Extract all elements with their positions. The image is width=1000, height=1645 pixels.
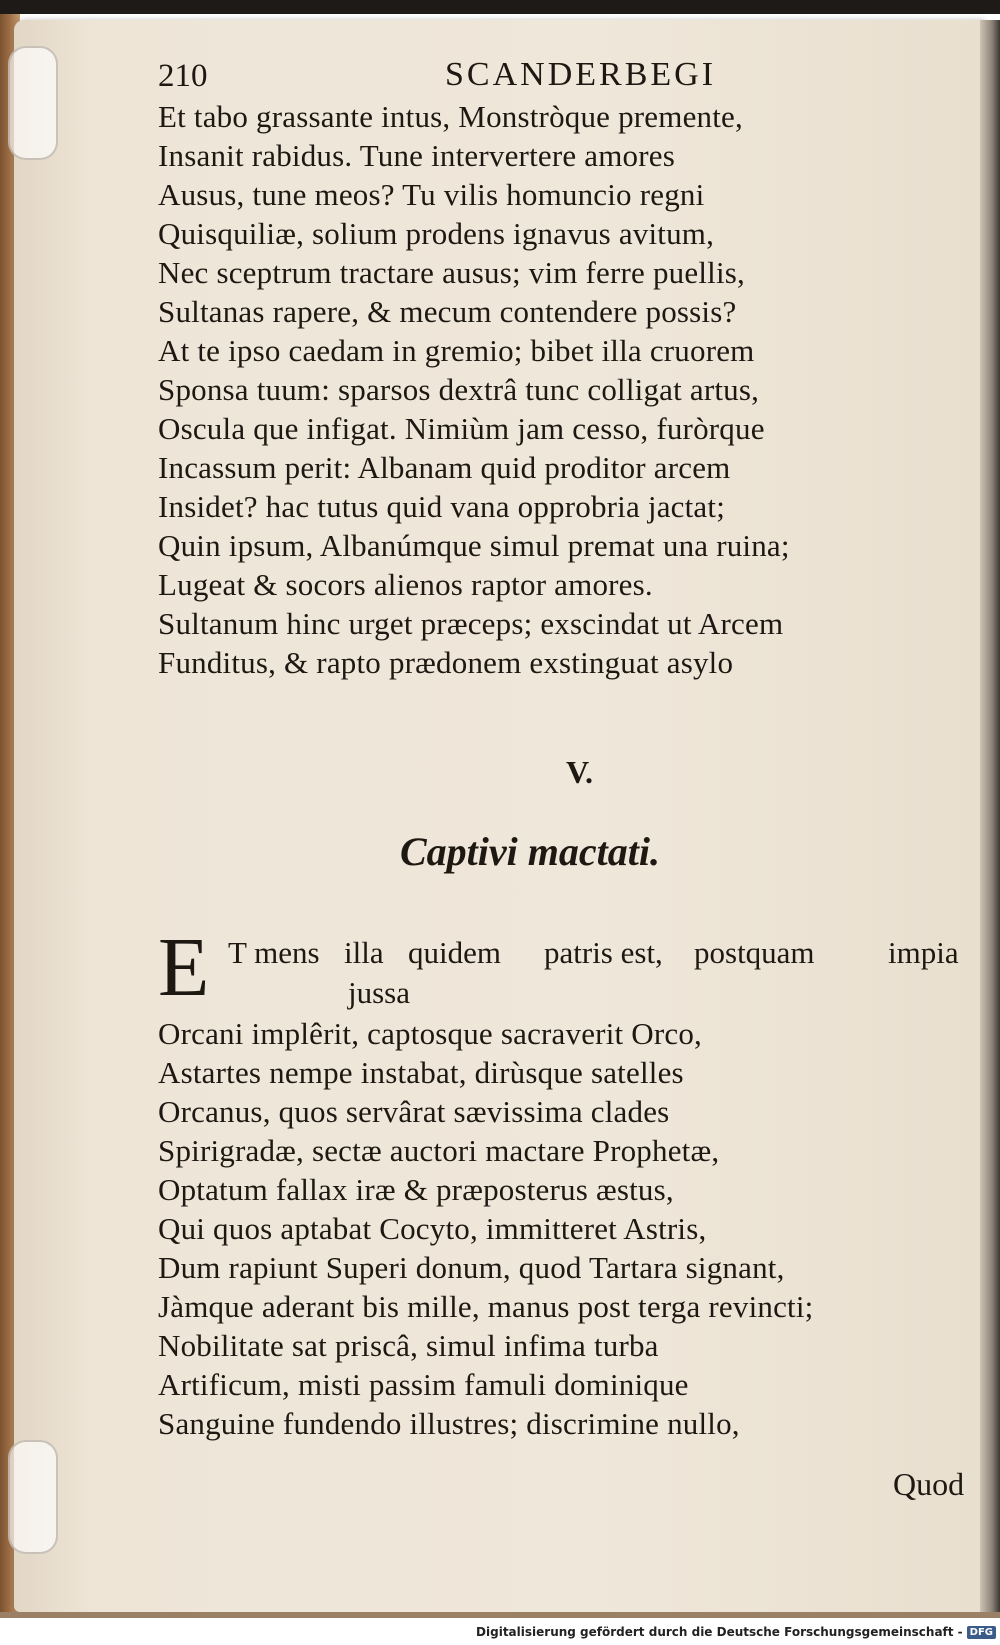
verse-line: Optatum fallax iræ & præposterus æstus, bbox=[158, 1172, 674, 1207]
page-number: 210 bbox=[158, 58, 208, 94]
page-edge bbox=[980, 20, 1000, 1612]
scanner-top-bar bbox=[0, 0, 1000, 14]
verse-line: Et tabo grassante intus, Monstròque premente, bbox=[158, 99, 743, 134]
page-clip-top bbox=[8, 46, 58, 160]
verse-line: Sultanas rapere, & mecum contendere possis? bbox=[158, 294, 737, 329]
verse-line: Insidet? hac tutus quid vana opprobria jactat; bbox=[158, 489, 726, 524]
page-clip-bottom bbox=[8, 1440, 58, 1554]
verse-line: Quin ipsum, Albanúmque simul premat una ruina; bbox=[158, 528, 790, 563]
verse-line: Orcanus, quos servârat sævissima clades bbox=[158, 1094, 670, 1129]
verse-line: At te ipso caedam in gremio; bibet illa cruorem bbox=[158, 333, 755, 368]
section-title: Captivi mactati. bbox=[400, 829, 660, 874]
verse-line: Oscula que infigat. Nimiùm jam cesso, furòrque bbox=[158, 411, 765, 446]
first-verse-word: illa bbox=[344, 935, 384, 970]
footer-text: Digitalisierung gefördert durch die Deutsche Forschungsgemeinschaft - bbox=[476, 1625, 963, 1639]
first-verse-word: impia bbox=[888, 935, 959, 970]
verse-line: Nec sceptrum tractare ausus; vim ferre puellis, bbox=[158, 255, 745, 290]
verse-line: Funditus, & rapto prædonem exstinguat asylo bbox=[158, 645, 734, 680]
verse-line: Qui quos aptabat Cocyto, immitteret Astris, bbox=[158, 1211, 707, 1246]
verse-line: Orcani implêrit, captosque sacraverit Orco, bbox=[158, 1016, 702, 1051]
verse-line: Sponsa tuum: sparsos dextrâ tunc colligat artus, bbox=[158, 372, 760, 407]
verse-line: Quisquiliæ, solium prodens ignavus avitum, bbox=[158, 216, 715, 251]
first-verse-word: patris est, bbox=[544, 935, 663, 970]
first-verse-continuation: jussa bbox=[348, 975, 410, 1010]
verse-line: Astartes nempe instabat, dirùsque satelles bbox=[158, 1055, 684, 1090]
verse-line: Spirigradæ, sectæ auctori mactare Prophetæ, bbox=[158, 1133, 720, 1168]
verse-line: Dum rapiunt Superi donum, quod Tartara signant, bbox=[158, 1250, 785, 1285]
first-verse-word: postquam bbox=[694, 935, 815, 970]
verse-line: Sultanum hinc urget præceps; exscindat ut Arcem bbox=[158, 606, 784, 641]
verse-line: Insanit rabidus. Tune intervertere amores bbox=[158, 138, 675, 173]
first-verse-word: T mens bbox=[228, 935, 320, 970]
verse-line: Ausus, tune meos? Tu vilis homuncio regni bbox=[158, 177, 705, 212]
verse-line: Nobilitate sat priscâ, simul infima turba bbox=[158, 1328, 659, 1363]
dfg-logo: DFG bbox=[967, 1626, 996, 1639]
drop-cap: E bbox=[158, 921, 210, 1014]
running-title: SCANDERBEGI bbox=[445, 56, 717, 93]
catchword: Quod bbox=[893, 1466, 965, 1502]
verse-line: Sanguine fundendo illustres; discrimine nullo, bbox=[158, 1406, 740, 1441]
book-bottom-edge bbox=[0, 1612, 1000, 1618]
verse-line: Incassum perit: Albanam quid proditor arcem bbox=[158, 450, 731, 485]
verse-line: Lugeat & socors alienos raptor amores. bbox=[158, 567, 653, 602]
digitization-footer bbox=[476, 1625, 996, 1639]
first-verse-word: quidem bbox=[408, 935, 501, 970]
verse-line: Jàmque aderant bis mille, manus post terga revincti; bbox=[158, 1289, 814, 1324]
section-number: V. bbox=[566, 754, 593, 790]
verse-line: Artificum, misti passim famuli dominique bbox=[158, 1367, 689, 1402]
